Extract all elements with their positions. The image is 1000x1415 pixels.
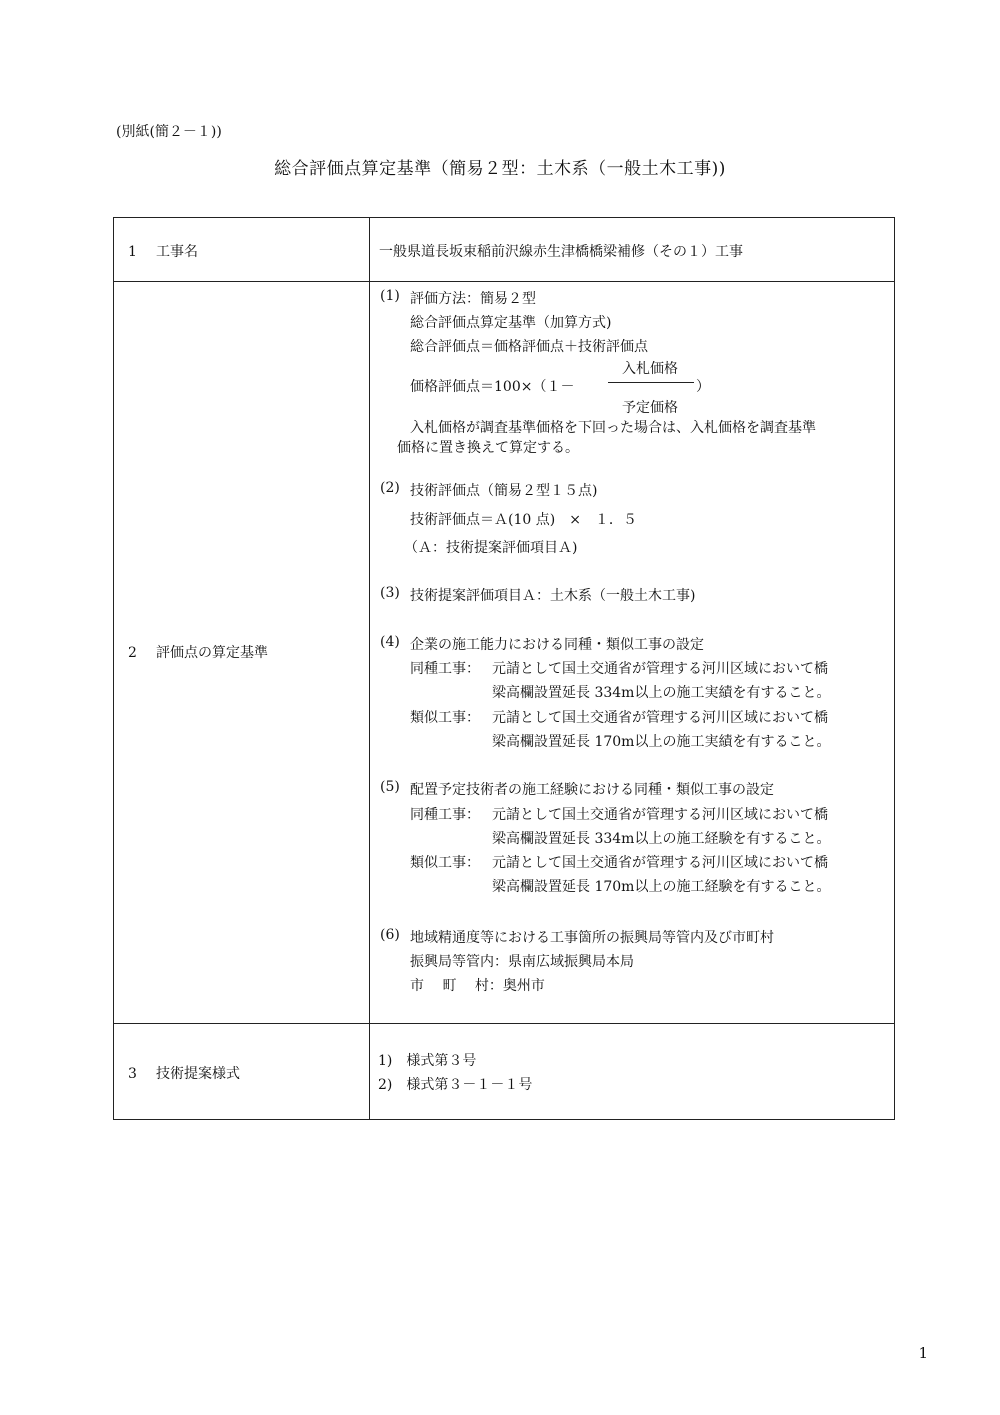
- row-3-label: [128, 1063, 240, 1083]
- criteria-line: 梁高欄設置延長 170m以上の施工経験を有すること。: [492, 879, 831, 895]
- section-number: (5): [380, 779, 400, 795]
- form-item: 2) 様式第３－１－１号: [378, 1077, 533, 1093]
- row-1-label: [128, 241, 198, 261]
- row-number: 1: [128, 244, 137, 260]
- criteria-line: 市 町 村：奥州市: [410, 978, 545, 994]
- row-label-text: 工事名: [156, 244, 198, 260]
- form-item: 1) 様式第３号: [378, 1053, 477, 1069]
- fraction-bar: [608, 382, 694, 383]
- row-number: 2: [128, 645, 137, 661]
- page-label: (別紙(簡２－１)): [116, 124, 222, 140]
- criteria-line: 元請として国土交通省が管理する河川区域において橋: [492, 807, 828, 823]
- section-title: 技術提案評価項目Ａ：土木系（一般土木工事): [410, 588, 696, 604]
- row-2-label: [128, 642, 268, 662]
- section-title: 配置予定技術者の施工経験における同種・類似工事の設定: [410, 782, 774, 798]
- same-type-label: 同種工事：: [410, 807, 480, 823]
- criteria-note: （Ａ：技術提案評価項目Ａ): [404, 540, 578, 556]
- criteria-line: 梁高欄設置延長 334m以上の施工実績を有すること。: [492, 685, 831, 701]
- page-number: 1: [918, 1344, 928, 1362]
- fraction-denominator: 予定価格: [622, 400, 678, 416]
- section-number: (2): [380, 480, 400, 496]
- criteria-line: 元請として国土交通省が管理する河川区域において橋: [492, 855, 828, 871]
- tech-score-formula: 技術評価点＝Ａ(10 点) × １．５: [410, 512, 637, 528]
- document-title: 総合評価点算定基準（簡易２型：土木系（一般土木工事)): [274, 159, 726, 179]
- criteria-note: 入札価格が調査基準価格を下回った場合は、入札価格を調査基準: [410, 420, 816, 436]
- row-label-text: 技術提案様式: [156, 1066, 240, 1082]
- fraction-numerator: 入札価格: [622, 361, 678, 377]
- section-title: 地域精通度等における工事箇所の振興局等管内及び市町村: [410, 930, 774, 946]
- section-number: (4): [380, 634, 400, 650]
- criteria-line: 元請として国土交通省が管理する河川区域において橋: [492, 661, 828, 677]
- criteria-table: [113, 217, 895, 1120]
- formula-close: ）: [696, 379, 710, 395]
- criteria-line: 振興局等管内：県南広域振興局本局: [410, 954, 634, 970]
- criteria-line: 梁高欄設置延長 170m以上の施工実績を有すること。: [492, 734, 831, 750]
- criteria-line: 梁高欄設置延長 334m以上の施工経験を有すること。: [492, 831, 831, 847]
- column-divider: [369, 218, 370, 1119]
- criteria-line: 総合評価点＝価格評価点＋技術評価点: [410, 339, 648, 355]
- section-number: (6): [380, 927, 400, 943]
- project-name: 一般県道長坂束稲前沢線赤生津橋橋梁補修（その１）工事: [379, 244, 743, 260]
- criteria-line: 元請として国土交通省が管理する河川区域において橋: [492, 710, 828, 726]
- section-number: (1): [380, 288, 400, 304]
- section-title: 技術評価点（簡易２型１５点): [410, 483, 598, 499]
- section-number: (3): [380, 585, 400, 601]
- similar-type-label: 類似工事：: [410, 855, 480, 871]
- criteria-line: 総合評価点算定基準（加算方式): [410, 315, 612, 331]
- similar-type-label: 類似工事：: [410, 710, 480, 726]
- price-score-formula: 価格評価点＝100×（１－: [410, 379, 575, 395]
- row-divider: [114, 1023, 894, 1024]
- row-number: 3: [128, 1066, 137, 1082]
- section-title: 企業の施工能力における同種・類似工事の設定: [410, 637, 704, 653]
- row-divider: [114, 281, 894, 282]
- section-title: 評価方法：簡易２型: [410, 291, 536, 307]
- row-label-text: 評価点の算定基準: [156, 645, 268, 661]
- same-type-label: 同種工事：: [410, 661, 480, 677]
- criteria-note: 価格に置き換えて算定する。: [397, 440, 579, 456]
